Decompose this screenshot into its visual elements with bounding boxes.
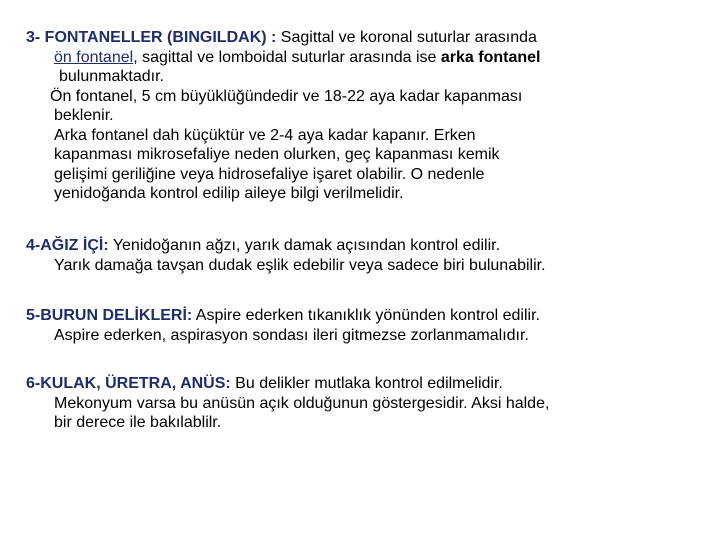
burun-line-2: Aspire ederken, aspirasyon sondası ileri gitmezse zorlanmamalıdır. <box>54 326 529 344</box>
fontanel-line-1 <box>26 28 696 48</box>
kulak-line-1 <box>26 374 696 394</box>
fontanel-line1-text: Sagittal ve koronal suturlar arasında <box>276 29 537 46</box>
fontanel-heading: 3- FONTANELLER (BINGILDAK) : <box>26 29 277 46</box>
on-fontanel-link[interactable]: ön fontanel <box>54 48 134 66</box>
fontanel-paragraph <box>26 28 696 204</box>
fontanel-line-6: Arka fontanel dah küçüktür ve 2-4 aya kadar kapanır. Erken <box>54 126 476 144</box>
burun-line1-text: Aspire ederken tıkanıklık yönünden kontrol edilir. <box>192 307 540 324</box>
fontanel-line-2 <box>26 48 696 68</box>
fontanel-line-9: yenidoğanda kontrol edilip aileye bilgi verilmelidir. <box>54 185 404 202</box>
fontanel-line-5: beklenir. <box>54 107 114 124</box>
agiz-paragraph <box>26 236 696 275</box>
kulak-paragraph <box>26 374 696 433</box>
fontanel-line2-text: , sagittal ve lomboidal suturlar arasında ise <box>133 48 441 66</box>
kulak-heading: 6-KULAK, ÜRETRA, ANÜS: <box>26 375 231 392</box>
kulak-line-3: bir derece ile bakılablilr. <box>54 414 222 431</box>
fontanel-line-7: kapanması mikrosefaliye neden olurken, geç kapanması kemik <box>54 146 500 163</box>
agiz-line-1 <box>26 236 696 256</box>
kulak-line1-text: Bu delikler mutlaka kontrol edilmelidir. <box>230 375 503 392</box>
burun-line-1 <box>26 306 696 326</box>
kulak-line-2: Mekonyum varsa bu anüsün açık olduğunun göstergesidir. Aksi halde, <box>54 394 550 412</box>
arka-fontanel-bold: arka fontanel <box>440 48 541 66</box>
burun-paragraph <box>26 306 696 345</box>
fontanel-line-4: Ön fontanel, 5 cm büyüklüğündedir ve 18-22 aya kadar kapanması <box>50 87 523 105</box>
fontanel-line-8: gelişimi geriliğine veya hidrosefaliye işaret olabilir. O nedenle <box>54 165 485 183</box>
fontanel-line-3: bulunmaktadır. <box>59 68 164 85</box>
agiz-heading: 4-AĞIZ İÇİ: <box>26 237 109 254</box>
burun-heading: 5-BURUN DELİKLERİ: <box>26 307 193 324</box>
agiz-line-2: Yarık damağa tavşan dudak eşlik edebilir veya sadece biri bulunabilir. <box>54 256 546 274</box>
agiz-line1-text: Yenidoğanın ağzı, yarık damak açısından kontrol edilir. <box>108 237 501 254</box>
